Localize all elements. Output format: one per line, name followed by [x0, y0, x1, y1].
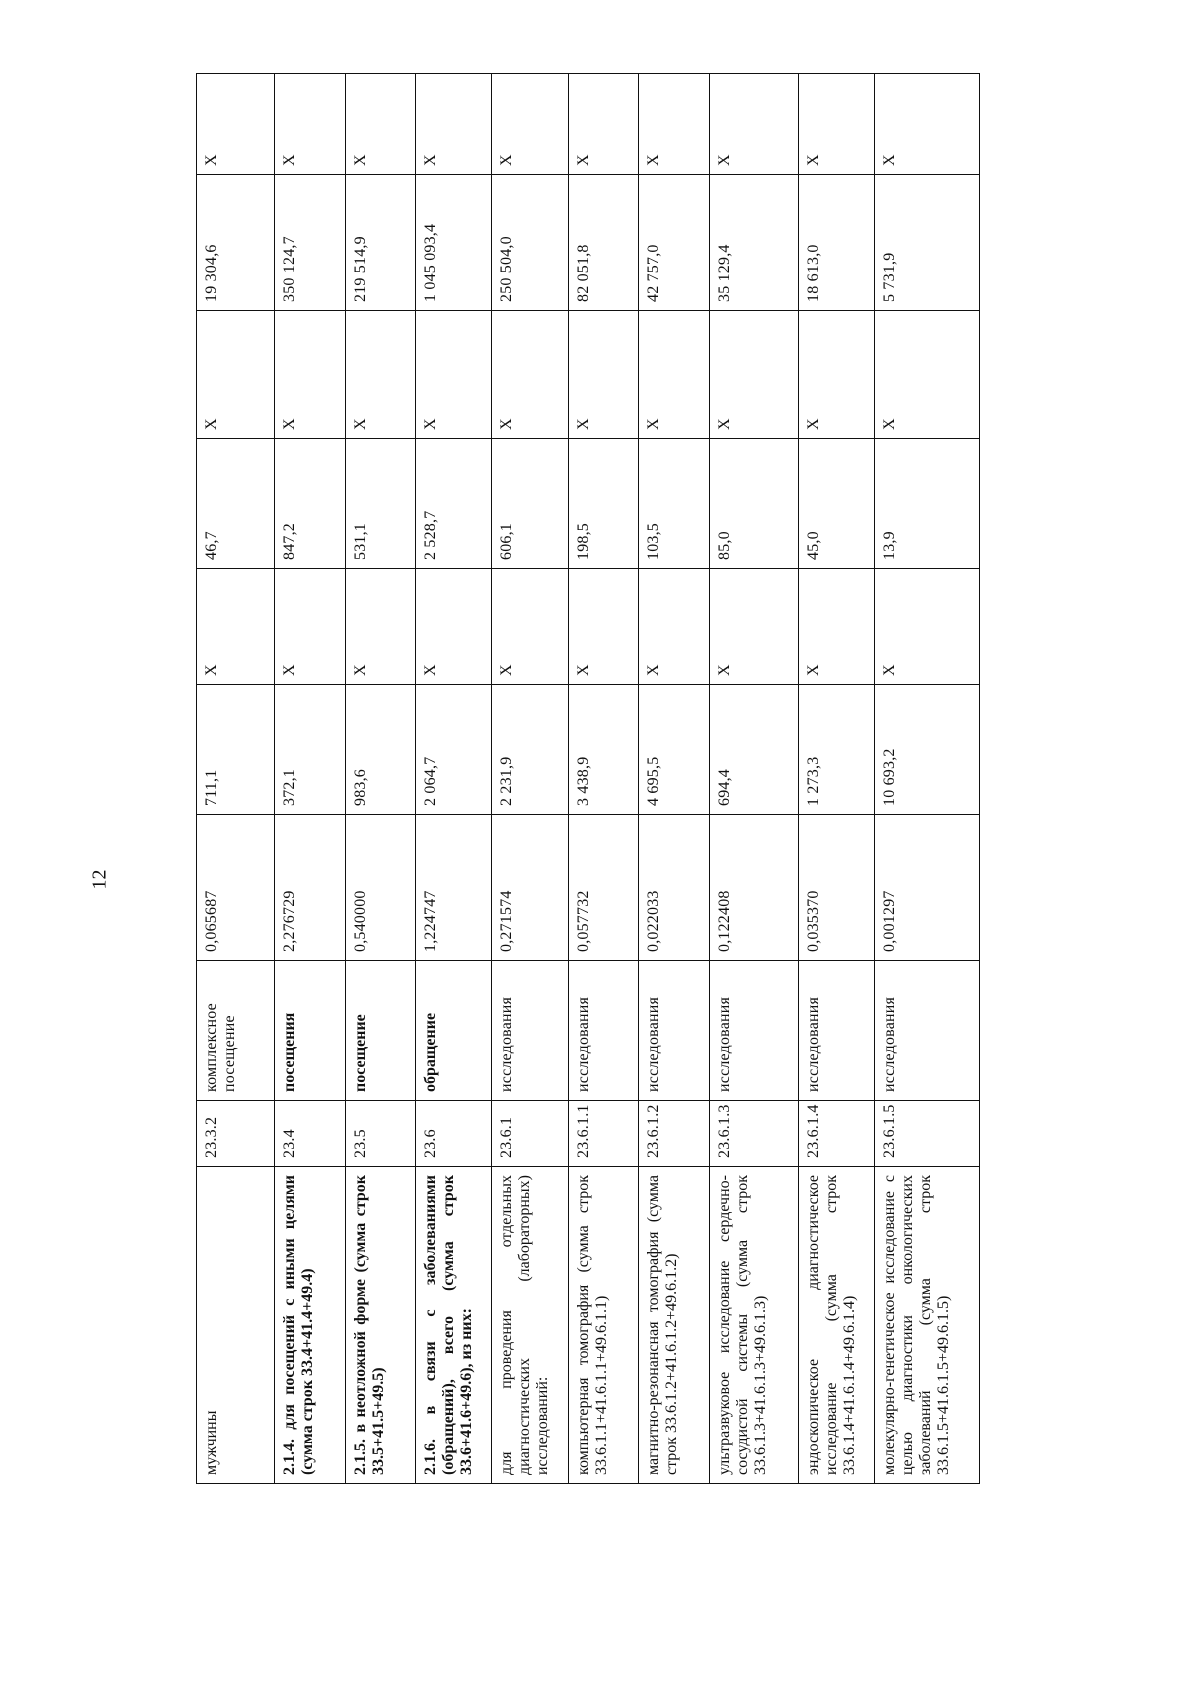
table-row: [345, 74, 415, 1484]
cell-cost: 372,1: [275, 685, 345, 815]
cell-norm: 0,271574: [492, 815, 568, 961]
cell-unit: исследования: [568, 961, 638, 1101]
cell-x1: Х: [492, 569, 568, 685]
cell-cost: 711,1: [197, 685, 275, 815]
cell-per-capita: 46,7: [197, 439, 275, 569]
cell-total: 350 124,7: [275, 175, 345, 311]
cell-x3: Х: [799, 74, 875, 175]
cell-name: 2.1.4. для посещений с иными целями (сумма строк 33.4+41.4+49.4): [275, 1167, 345, 1484]
cell-per-capita: 2 528,7: [416, 439, 492, 569]
table-row: [568, 74, 638, 1484]
cell-unit: исследования: [639, 961, 709, 1101]
cell-x2: Х: [639, 311, 709, 439]
cell-per-capita: 45,0: [799, 439, 875, 569]
cell-x1: Х: [275, 569, 345, 685]
cell-code: 23.6.1.5: [875, 1101, 980, 1167]
cell-x2: Х: [275, 311, 345, 439]
table-row: [799, 74, 875, 1484]
cell-per-capita: 198,5: [568, 439, 638, 569]
cell-cost: 10 693,2: [875, 685, 980, 815]
cell-norm: 0,022033: [639, 815, 709, 961]
cell-x1: Х: [875, 569, 980, 685]
table-row: [639, 74, 709, 1484]
cell-name: молекулярно-генетическое исследование с целью диагностики онкологических заболеваний (сумма строк 33.6.1.5+41.6.1.5+49.6.1.5): [875, 1167, 980, 1484]
cell-total: 35 129,4: [709, 175, 799, 311]
cell-total: 82 051,8: [568, 175, 638, 311]
page-number: 12: [88, 869, 111, 890]
cell-total: 219 514,9: [345, 175, 415, 311]
rotated-table-container: [196, 74, 980, 1484]
cell-total: 42 757,0: [639, 175, 709, 311]
cell-x2: Х: [197, 311, 275, 439]
cell-norm: 0,035370: [799, 815, 875, 961]
cell-norm: 0,540000: [345, 815, 415, 961]
cell-norm: 2,276729: [275, 815, 345, 961]
cell-name: мужчины: [197, 1167, 275, 1484]
cell-x3: Х: [639, 74, 709, 175]
cell-unit: исследования: [875, 961, 980, 1101]
cell-x1: Х: [416, 569, 492, 685]
cell-unit: посещения: [275, 961, 345, 1101]
cell-per-capita: 103,5: [639, 439, 709, 569]
cell-code: 23.6: [416, 1101, 492, 1167]
cell-x3: Х: [709, 74, 799, 175]
cell-name: для проведения отдельных диагностических (лабораторных) исследований:: [492, 1167, 568, 1484]
cell-name: магнитно-резонансная томография (сумма строк 33.6.1.2+41.6.1.2+49.6.1.2): [639, 1167, 709, 1484]
cell-unit: исследования: [799, 961, 875, 1101]
cell-x3: Х: [345, 74, 415, 175]
cell-code: 23.6.1.2: [639, 1101, 709, 1167]
cell-x1: Х: [799, 569, 875, 685]
cell-total: 19 304,6: [197, 175, 275, 311]
cell-name: компьютерная томография (сумма строк 33.6.1.1+41.6.1.1+49.6.1.1): [568, 1167, 638, 1484]
table-row: [709, 74, 799, 1484]
table-row: [875, 74, 980, 1484]
cell-name: 2.1.5. в неотложной форме (сумма строк 33.5+41.5+49.5): [345, 1167, 415, 1484]
cell-x1: Х: [709, 569, 799, 685]
cell-cost: 3 438,9: [568, 685, 638, 815]
cell-x3: Х: [568, 74, 638, 175]
table-row: [416, 74, 492, 1484]
cell-total: 250 504,0: [492, 175, 568, 311]
cell-x2: Х: [416, 311, 492, 439]
table-row: [197, 74, 275, 1484]
cell-total: 1 045 093,4: [416, 175, 492, 311]
cell-name: эндоскопическое диагностическое исследование (сумма строк 33.6.1.4+41.6.1.4+49.6.1.4): [799, 1167, 875, 1484]
cell-unit: посещение: [345, 961, 415, 1101]
cell-cost: 4 695,5: [639, 685, 709, 815]
cell-norm: 0,057732: [568, 815, 638, 961]
cell-name: ультразвуковое исследование сердечно-сосудистой системы (сумма строк 33.6.1.3+41.6.1.3+49.6.1.3): [709, 1167, 799, 1484]
cell-norm: 1,224747: [416, 815, 492, 961]
cell-norm: 0,122408: [709, 815, 799, 961]
cell-x1: Х: [345, 569, 415, 685]
cell-x2: Х: [799, 311, 875, 439]
cell-code: 23.6.1.1: [568, 1101, 638, 1167]
cell-norm: 0,065687: [197, 815, 275, 961]
cell-norm: 0,001297: [875, 815, 980, 961]
cell-x3: Х: [197, 74, 275, 175]
cell-code: 23.6.1.3: [709, 1101, 799, 1167]
cell-x1: Х: [197, 569, 275, 685]
cell-unit: обращение: [416, 961, 492, 1101]
cell-x2: Х: [345, 311, 415, 439]
cell-x3: Х: [416, 74, 492, 175]
cell-unit: исследования: [492, 961, 568, 1101]
cell-cost: 694,4: [709, 685, 799, 815]
cell-cost: 1 273,3: [799, 685, 875, 815]
table-row: [275, 74, 345, 1484]
cell-per-capita: 847,2: [275, 439, 345, 569]
table-row: [492, 74, 568, 1484]
cell-x3: Х: [275, 74, 345, 175]
cell-x3: Х: [875, 74, 980, 175]
data-table: [196, 73, 980, 1484]
cell-cost: 2 231,9: [492, 685, 568, 815]
cell-x2: Х: [709, 311, 799, 439]
cell-x2: Х: [492, 311, 568, 439]
cell-cost: 2 064,7: [416, 685, 492, 815]
cell-x2: Х: [875, 311, 980, 439]
cell-code: 23.6.1: [492, 1101, 568, 1167]
cell-x2: Х: [568, 311, 638, 439]
cell-code: 23.3.2: [197, 1101, 275, 1167]
cell-unit: исследования: [709, 961, 799, 1101]
cell-code: 23.4: [275, 1101, 345, 1167]
cell-code: 23.6.1.4: [799, 1101, 875, 1167]
cell-per-capita: 531,1: [345, 439, 415, 569]
cell-unit: комплексное посещение: [197, 961, 275, 1101]
cell-x1: Х: [568, 569, 638, 685]
cell-per-capita: 85,0: [709, 439, 799, 569]
cell-total: 5 731,9: [875, 175, 980, 311]
cell-per-capita: 13,9: [875, 439, 980, 569]
cell-name: 2.1.6. в связи с заболеваниями (обращений), всего (сумма строк 33.6+41.6+49.6), из них:: [416, 1167, 492, 1484]
cell-x1: Х: [639, 569, 709, 685]
cell-code: 23.5: [345, 1101, 415, 1167]
cell-per-capita: 606,1: [492, 439, 568, 569]
cell-total: 18 613,0: [799, 175, 875, 311]
cell-cost: 983,6: [345, 685, 415, 815]
cell-x3: Х: [492, 74, 568, 175]
